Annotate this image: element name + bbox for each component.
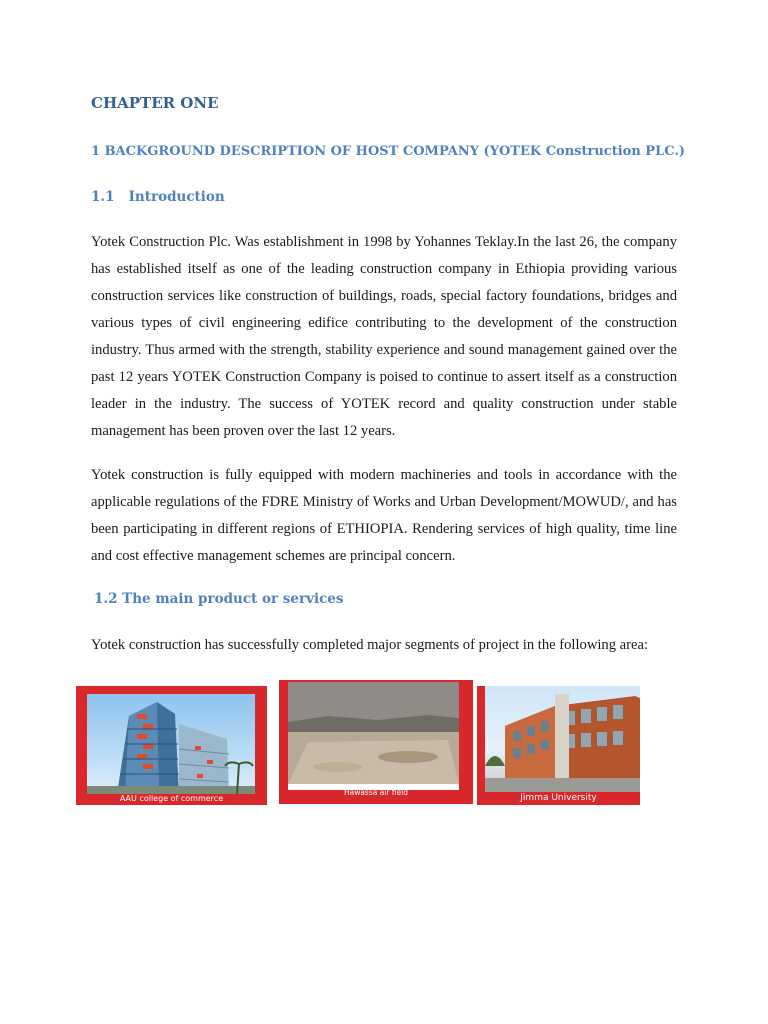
photo-caption: AAU college of commerce (119, 794, 224, 803)
photo-caption: Hawassa air field (343, 788, 409, 797)
project-photo-aau (76, 686, 267, 805)
section-heading-background: 1 BACKGROUND DESCRIPTION OF HOST COMPANY (YOTEK Construction PLC.) (91, 144, 686, 159)
project-photo-jimma (477, 686, 640, 805)
project-photo-hawassa (279, 680, 473, 804)
chapter-title: CHAPTER ONE (91, 94, 219, 112)
section-heading-introduction: 1.1 Introduction (91, 189, 225, 205)
intro-paragraph-2: Yotek construction is fully equipped with modern machineries and tools in accordance with the applicable regulations of the FDRE Ministry of Works and Urban Development/MOWUD/, and has been participating in different regions of ETHIOPIA. Rendering services of high quality, time line and cost effective management schemes are principal concern. (91, 467, 677, 564)
airfield-image (288, 682, 459, 784)
intro-paragraph-1: Yotek Construction Plc. Was establishment in 1998 by Yohannes Teklay.In the last 26, the company has established itself as one of the leading construction company in Ethiopia providing various construction services like construction of buildings, roads, special factory foundations, bridges and various types of civil engineering edifice contributing to the development of the construction industry. Thus armed with the strength, stability experience and sound management gained over the past 12 years YOTEK Construction Company is poised to continue to assert itself as a construction leader in the industry. The success of YOTEK record and quality construction under stable management has been proven over the last 12 years. (91, 234, 677, 439)
photo-caption: Jimma University (520, 793, 597, 803)
services-intro-paragraph: Yotek construction has successfully completed major segments of project in the following area: (91, 637, 648, 653)
building-image (87, 694, 255, 794)
campus-image (485, 686, 640, 792)
section-heading-main-product: 1.2 The main product or services (94, 591, 344, 607)
